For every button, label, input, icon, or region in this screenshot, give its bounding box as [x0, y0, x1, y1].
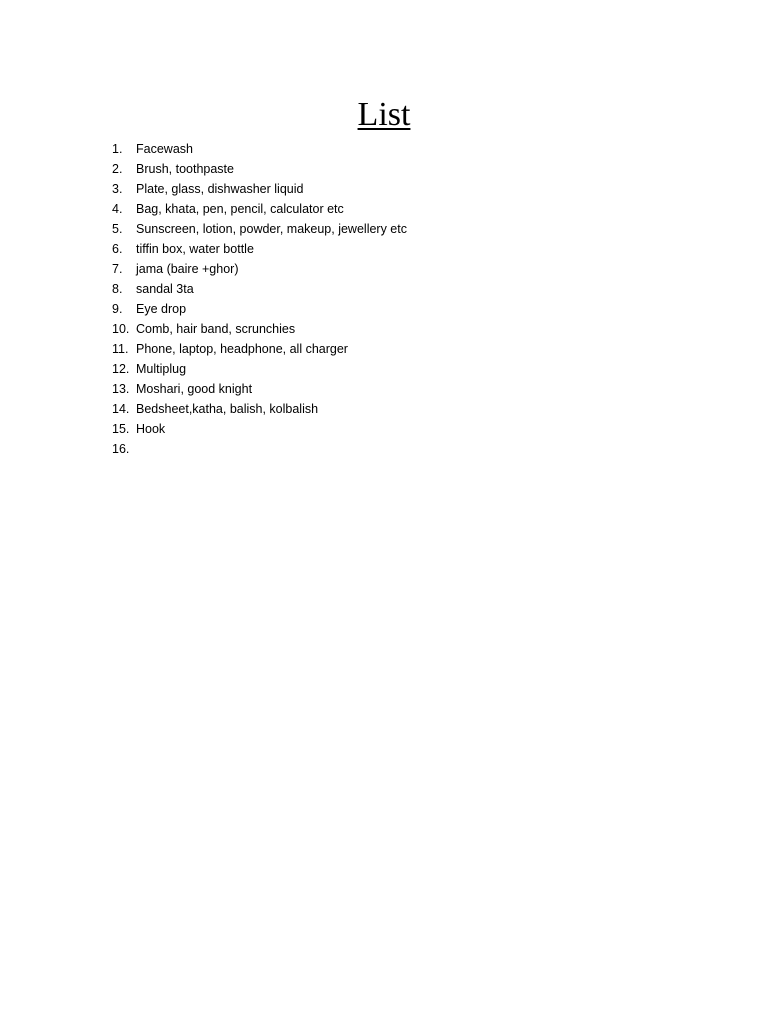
list-item	[112, 359, 407, 379]
list-item-text: Multiplug	[136, 362, 187, 376]
list-item-number: 2.	[112, 162, 123, 176]
numbered-list	[112, 139, 407, 459]
list-item	[112, 279, 407, 299]
list-item-text: Eye drop	[136, 302, 187, 316]
list-item-text: Plate, glass, dishwasher liquid	[136, 182, 304, 196]
list-item-number: 1.	[112, 142, 123, 156]
list-item-text: Facewash	[136, 142, 193, 156]
list-item	[112, 319, 407, 339]
list-item	[112, 219, 407, 239]
list-item	[112, 139, 407, 159]
list-item-number: 15.	[112, 422, 130, 436]
list-item-text: Brush, toothpaste	[136, 162, 234, 176]
list-item-number: 7.	[112, 262, 123, 276]
list-item-number: 9.	[112, 302, 123, 316]
list-item	[112, 339, 407, 359]
list-item	[112, 179, 407, 199]
list-item-number: 14.	[112, 402, 130, 416]
list-item-text: sandal 3ta	[136, 282, 194, 296]
list-item-number: 5.	[112, 222, 123, 236]
list-item-number: 8.	[112, 282, 123, 296]
list-item-text: tiffin box, water bottle	[136, 242, 254, 256]
list-item	[112, 299, 407, 319]
list-item-text: jama (baire +ghor)	[136, 262, 239, 276]
list-item-text: Comb, hair band, scrunchies	[136, 322, 296, 336]
list-item	[112, 439, 407, 459]
document-title: List	[357, 96, 411, 133]
list-item-number: 16.	[112, 442, 130, 456]
list-item	[112, 419, 407, 439]
list-item	[112, 259, 407, 279]
list-item-number: 3.	[112, 182, 123, 196]
list-item-number: 13.	[112, 382, 130, 396]
list-item-text: Bag, khata, pen, pencil, calculator etc	[136, 202, 344, 216]
list-item	[112, 399, 407, 419]
list-item-text: Moshari, good knight	[136, 382, 253, 396]
list-item	[112, 159, 407, 179]
list-item-number: 6.	[112, 242, 123, 256]
list-item-text: Bedsheet,katha, balish, kolbalish	[136, 402, 319, 416]
list-item-text: Sunscreen, lotion, powder, makeup, jewellery etc	[136, 222, 407, 236]
list-item	[112, 379, 407, 399]
list-item	[112, 199, 407, 219]
list-item	[112, 239, 407, 259]
list-item-number: 12.	[112, 362, 130, 376]
list-item-number: 10.	[112, 322, 130, 336]
list-item-number: 4.	[112, 202, 123, 216]
list-item-number: 11.	[112, 342, 129, 356]
list-item-text: Phone, laptop, headphone, all charger	[136, 342, 348, 356]
list-item-text: Hook	[136, 422, 166, 436]
